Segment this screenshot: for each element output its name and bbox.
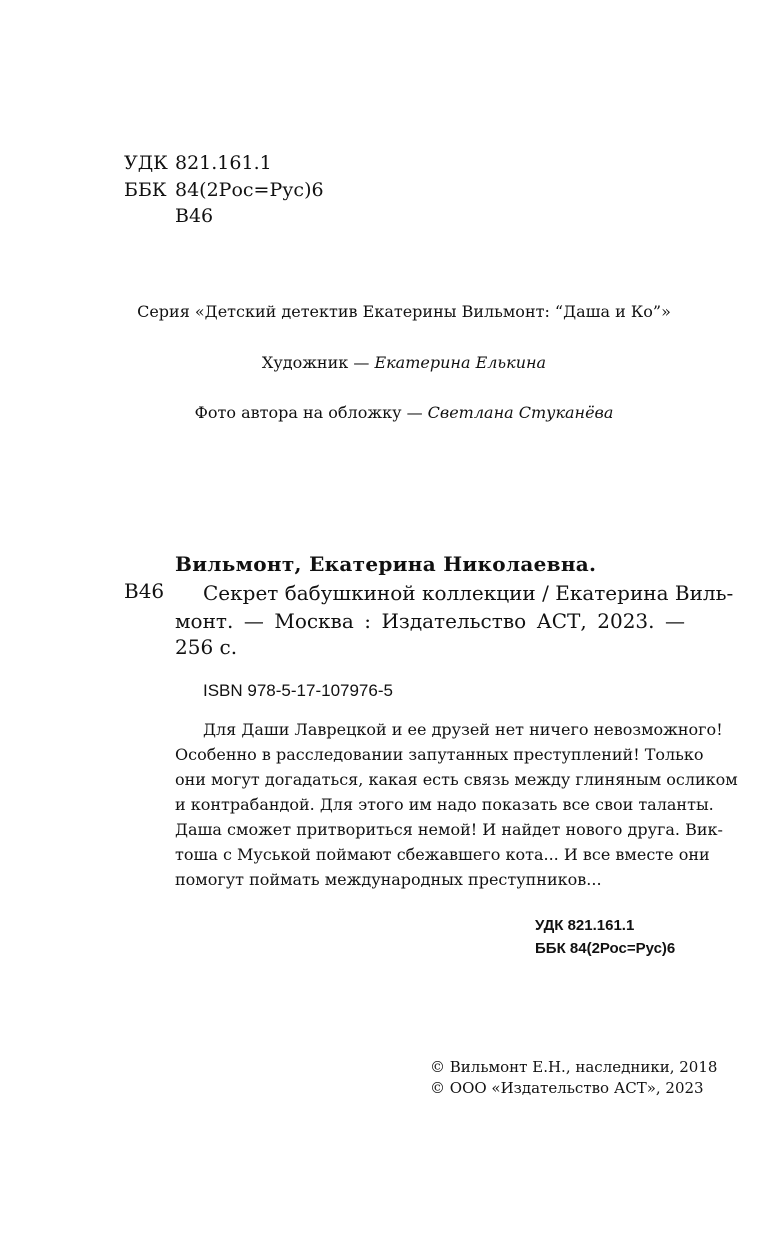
bbk-value: 84(2Рос=Рус)6 (175, 179, 324, 201)
illustrator-line (0, 353, 768, 372)
photo-credit-label: Фото автора на обложку — (194, 403, 428, 422)
bibliographic-mark: В46 (124, 579, 165, 603)
bibliographic-line-2: монт. — Москва : Издательство АСТ, 2023. — (175, 609, 685, 633)
illustrator-name: Екатерина Елькина (374, 353, 547, 372)
annotation (175, 717, 738, 892)
annotation-line: Даша сможет притвориться немой! И найдет нового друга. Вик- (175, 820, 723, 839)
annotation-line: тоша с Муськой поймают сбежавшего кота... И все вместе они (175, 845, 710, 864)
isbn: ISBN 978-5-17-107976-5 (203, 681, 393, 700)
copyright-author: © Вильмонт Е.Н., наследники, 2018 (430, 1058, 718, 1076)
udk-value: 821.161.1 (175, 152, 272, 174)
illustrator-label: Художник — (261, 353, 375, 372)
annotation-line: Особенно в расследовании запутанных преступлений! Только (175, 745, 704, 764)
photo-credit-name: Светлана Стуканёва (427, 403, 614, 422)
bottom-bbk: ББК 84(2Рос=Рус)6 (535, 940, 676, 957)
bottom-udk: УДК 821.161.1 (535, 917, 635, 934)
annotation-line: помогут поймать международных преступников... (175, 870, 602, 889)
photo-credit-line (0, 403, 768, 422)
copyright-publisher: © ООО «Издательство АСТ», 2023 (430, 1079, 704, 1097)
annotation-line: они могут догадаться, какая есть связь между глиняным осликом (175, 770, 738, 789)
annotation-line: Для Даши Лаврецкой и ее друзей нет ничего невозможного! (203, 720, 723, 739)
annotation-line: и контрабандой. Для этого им надо показать все свои таланты. (175, 795, 714, 814)
bibliographic-author: Вильмонт, Екатерина Николаевна. (175, 552, 597, 576)
bibliographic-line-3: 256 с. (175, 635, 238, 659)
series-line: Серия «Детский детектив Екатерины Вильмонт: “Даша и Ко”» (137, 302, 671, 321)
bbk-label: ББК (124, 179, 167, 201)
bibliographic-line-1: Секрет бабушкиной коллекции / Екатерина Виль- (203, 581, 734, 605)
udk-label: УДК (124, 152, 168, 174)
author-mark: В46 (175, 205, 214, 227)
